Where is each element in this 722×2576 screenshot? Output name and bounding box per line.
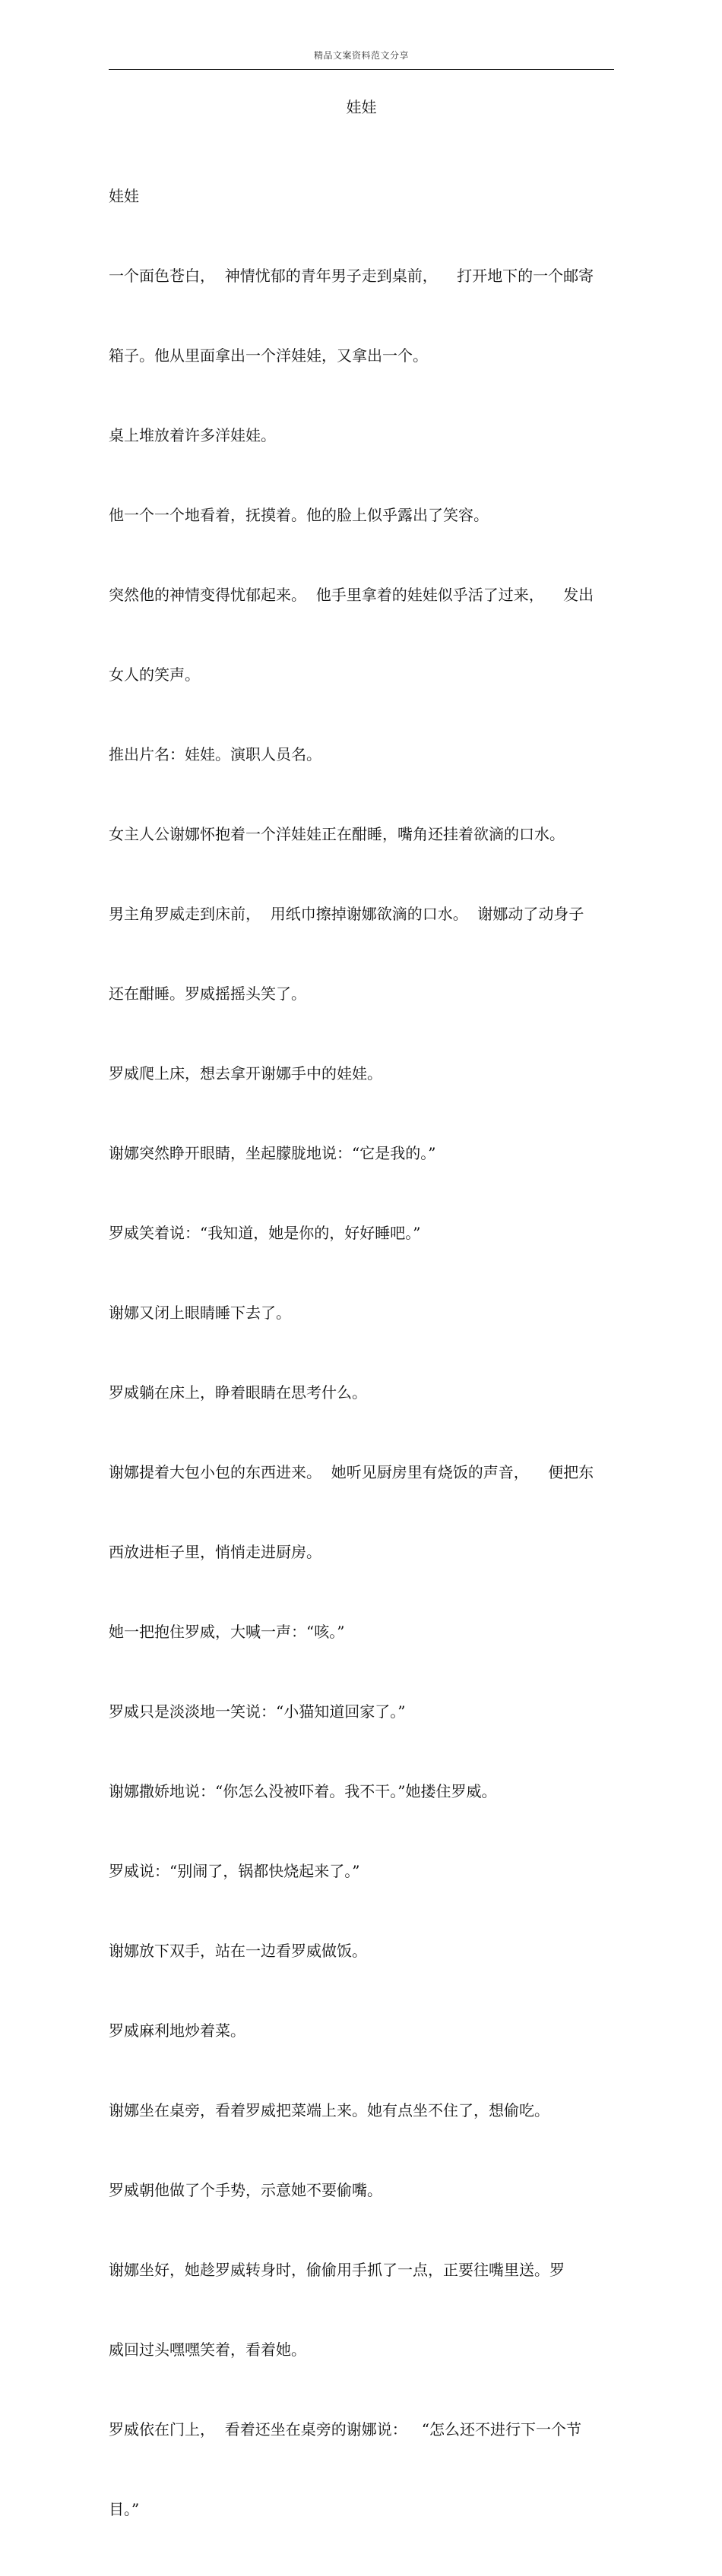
document-title: 娃娃 [346, 98, 377, 116]
text-line: 谢娜撒娇地说：“你怎么没被吓着。我不干。”她搂住罗威。 [109, 1782, 497, 1800]
text-line: 娃娃 [109, 187, 139, 205]
header-divider [109, 69, 614, 70]
text-line: 还在酣睡。罗威摇摇头笑了。 [109, 985, 306, 1003]
text-line: 罗威说：“别闹了，锅都快烧起来了。” [109, 1862, 360, 1880]
text-line: 谢娜又闭上眼睛睡下去了。 [109, 1304, 291, 1322]
text-line: 他一个一个地看着，抚摸着。他的脸上似乎露出了笑容。 [109, 506, 489, 524]
text-line: 一个面色苍白， 神情忧郁的青年男子走到桌前， 打开地下的一个邮寄 [109, 267, 594, 285]
text-line: 箱子。他从里面拿出一个洋娃娃，又拿出一个。 [109, 346, 428, 365]
text-line: 罗威爬上床，想去拿开谢娜手中的娃娃。 [109, 1064, 382, 1083]
text-line: 谢娜放下双手，站在一边看罗威做饭。 [109, 1942, 367, 1960]
text-line: 桌上堆放着许多洋娃娃。 [109, 426, 276, 444]
text-line: 罗威躺在床上，睁着眼睛在思考什么。 [109, 1383, 367, 1402]
text-line: 谢娜坐好，她趁罗威转身时，偷偷用手抓了一点，正要往嘴里送。罗 [109, 2261, 565, 2279]
text-line: 西放进柜子里，悄悄走进厨房。 [109, 1543, 321, 1561]
text-line: 她一把抱住罗威，大喊一声：“咳。” [109, 1623, 345, 1641]
page-header: 精品文案资料范文分享 [313, 50, 409, 61]
text-line: 推出片名：娃娃。演职人员名。 [109, 745, 321, 763]
text-line: 罗威依在门上， 看着还坐在桌旁的谢娜说： “怎么还不进行下一个节 [109, 2420, 582, 2439]
text-line: 男主角罗威走到床前， 用纸巾擦掉谢娜欲滴的口水。 谢娜动了动身子 [109, 905, 584, 923]
text-line: 罗威只是淡淡地一笑说：“小猫知道回家了。” [109, 1702, 406, 1721]
text-line: 谢娜提着大包小包的东西进来。 她听见厨房里有烧饭的声音， 便把东 [109, 1463, 594, 1481]
text-line: 罗威麻利地炒着菜。 [109, 2021, 245, 2040]
document-body [109, 130, 614, 2576]
text-line: 罗威朝他做了个手势，示意她不要偷嘴。 [109, 2181, 382, 2199]
text-line: 谢娜坐在桌旁，看着罗威把菜端上来。她有点坐不住了，想偷吃。 [109, 2101, 549, 2119]
text-line: 罗威笑着说：“我知道，她是你的，好好睡吧。” [109, 1224, 421, 1242]
text-line: 女人的笑声。 [109, 665, 200, 684]
text-line: 突然他的神情变得忧郁起来。 他手里拿着的娃娃似乎活了过来， 发出 [109, 586, 594, 604]
text-line: 威回过头嘿嘿笑着，看着她。 [109, 2341, 306, 2359]
text-line: 谢娜突然睁开眼睛，坐起朦胧地说：“它是我的。” [109, 1144, 436, 1162]
text-line: 女主人公谢娜怀抱着一个洋娃娃正在酣睡，嘴角还挂着欲滴的口水。 [109, 825, 565, 843]
body-text [109, 130, 614, 2576]
text-line: 目。” [109, 2500, 140, 2518]
